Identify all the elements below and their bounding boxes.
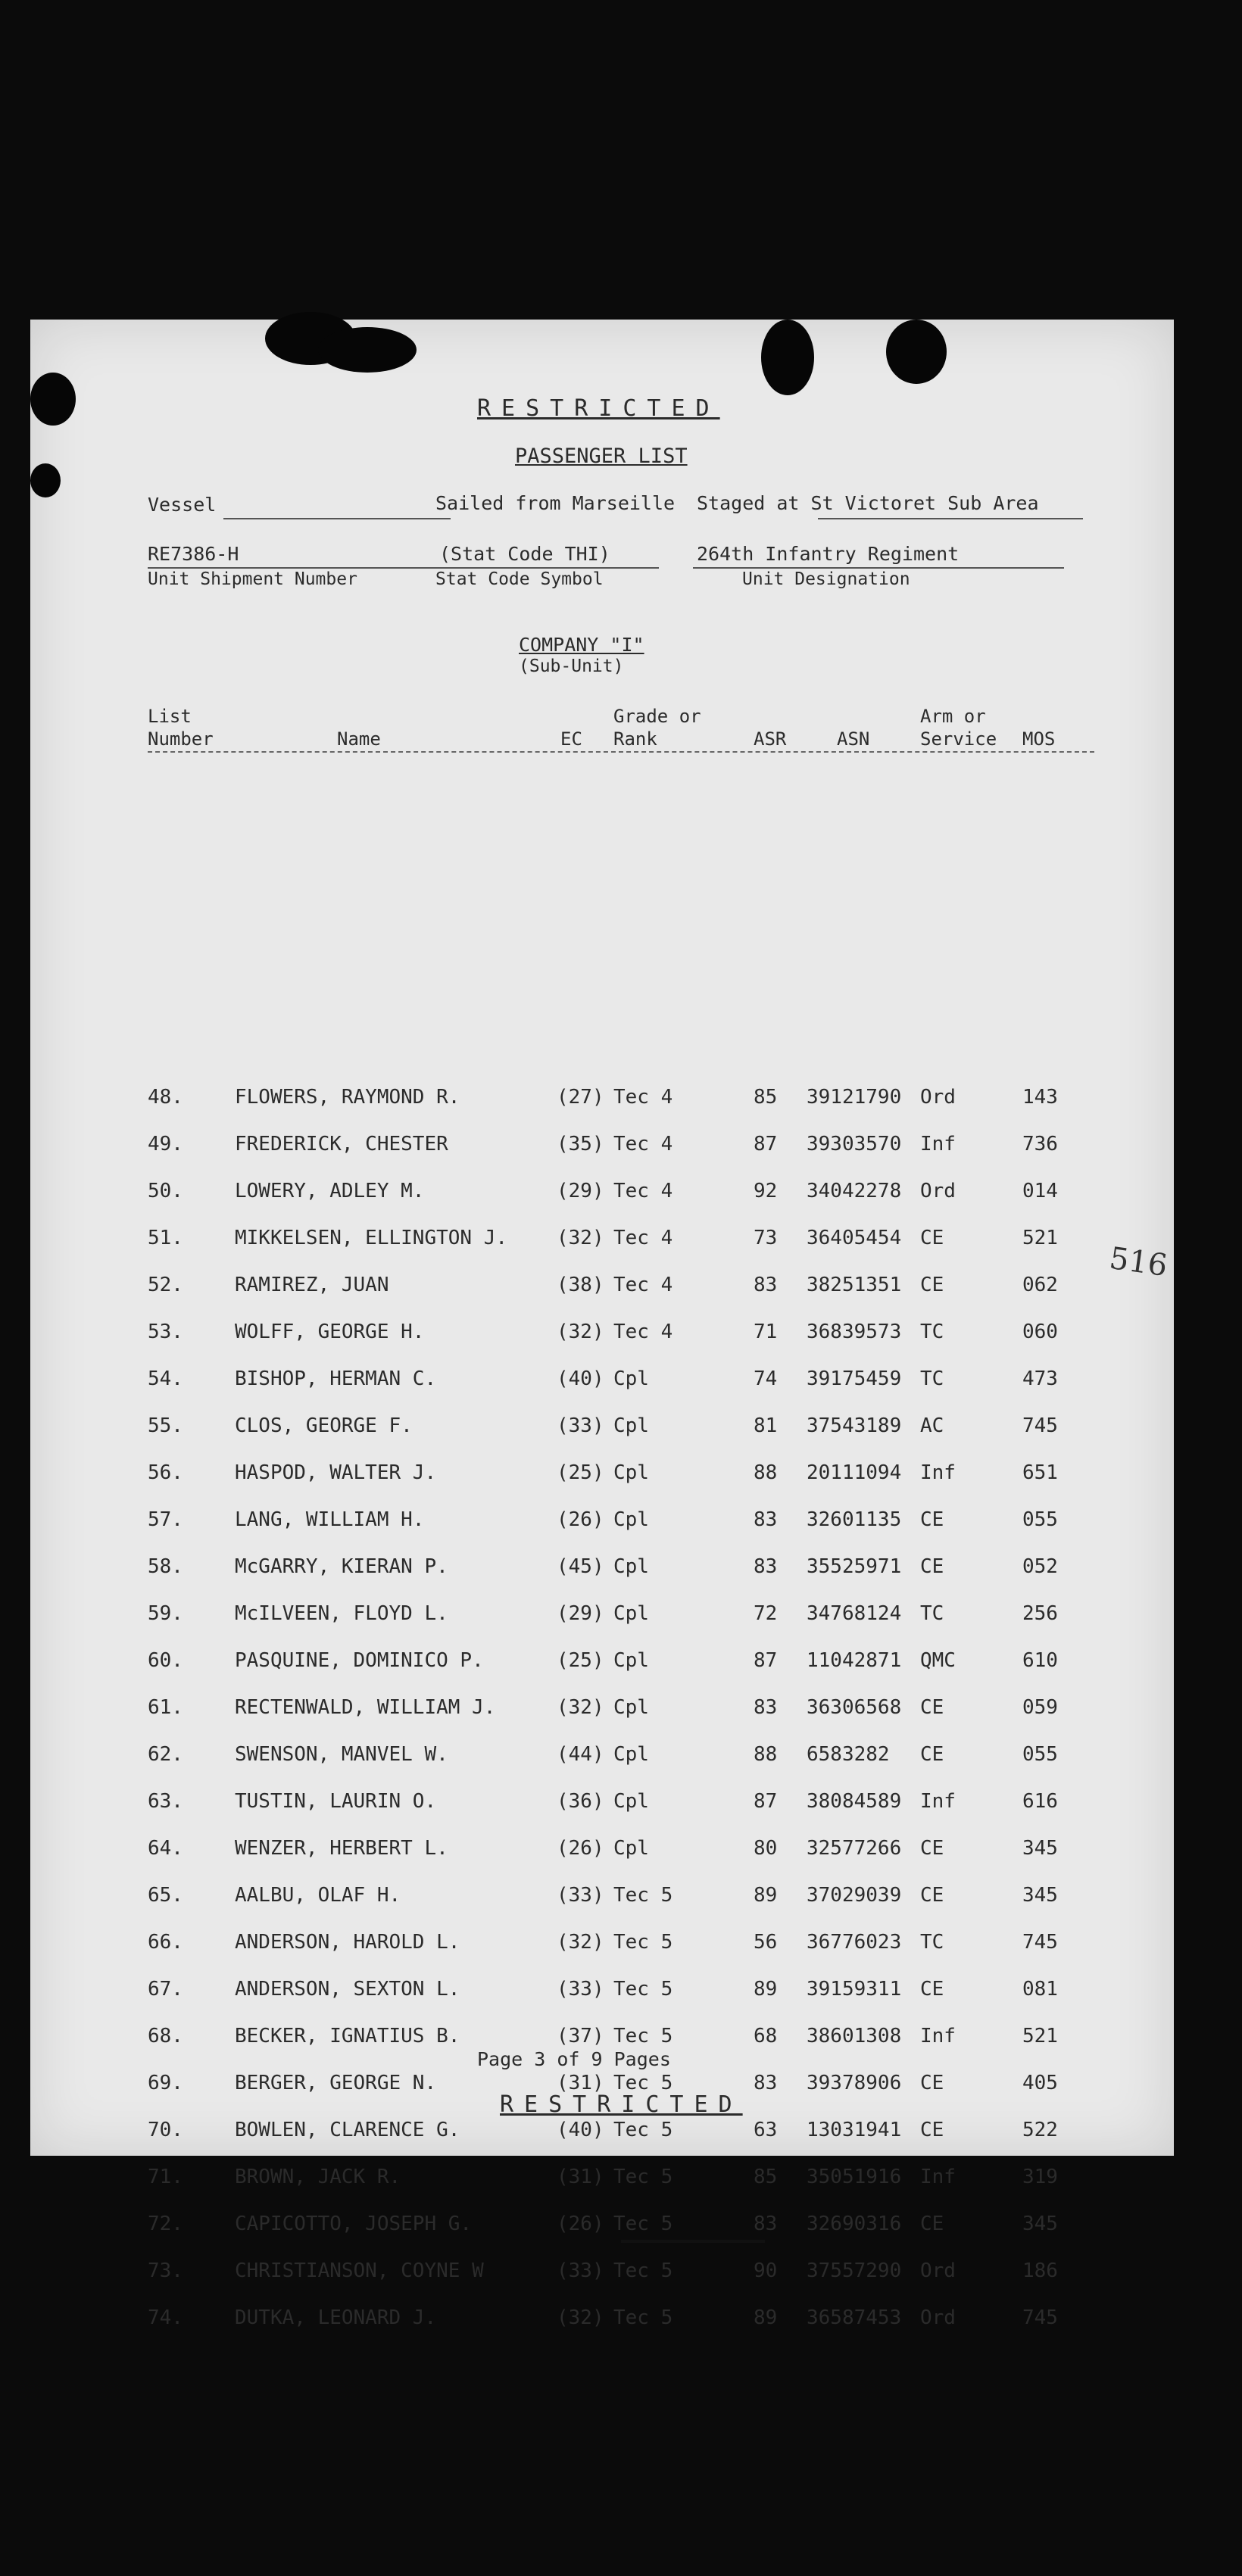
col-name: Name xyxy=(337,728,381,750)
table-row xyxy=(30,1227,1174,1257)
shipment-number: RE7386-H xyxy=(148,543,239,565)
cell-ec: (35) xyxy=(557,1133,604,1155)
table-row xyxy=(30,1133,1174,1163)
cell-asn: 13031941 xyxy=(807,2119,902,2141)
cell-ec: (33) xyxy=(557,2259,604,2282)
cell-asr: 74 xyxy=(754,1368,778,1390)
cell-grade: Tec 5 xyxy=(613,2259,673,2282)
cell-grade: Cpl xyxy=(613,1790,649,1813)
cell-asr: 88 xyxy=(754,1461,778,1484)
cell-num: 49. xyxy=(148,1133,183,1155)
cell-asn: 32690316 xyxy=(807,2213,902,2235)
col-ec: EC xyxy=(560,728,582,750)
cell-num: 71. xyxy=(148,2166,183,2188)
page-stamp-number: 516 xyxy=(1107,1240,1170,1284)
cell-num: 74. xyxy=(148,2306,183,2329)
cell-mos: 081 xyxy=(1022,1978,1058,2001)
cell-num: 53. xyxy=(148,1321,183,1343)
cell-arm: Ord xyxy=(920,1086,956,1109)
staged-text: Staged at St Victoret Sub Area xyxy=(697,492,1039,514)
cell-grade: Tec 5 xyxy=(613,1931,673,1954)
cell-mos: 345 xyxy=(1022,1837,1058,1860)
cell-name: McGARRY, KIERAN P. xyxy=(235,1555,448,1578)
cell-asn: 34768124 xyxy=(807,1602,902,1625)
cell-grade: Cpl xyxy=(613,1743,649,1766)
cell-grade: Cpl xyxy=(613,1414,649,1437)
cell-grade: Cpl xyxy=(613,1649,649,1672)
cell-grade: Tec 4 xyxy=(613,1133,673,1155)
cell-ec: (29) xyxy=(557,1180,604,1202)
cell-ec: (25) xyxy=(557,1649,604,1672)
cell-ec: (33) xyxy=(557,1414,604,1437)
unit-underline xyxy=(693,567,1064,569)
cell-num: 58. xyxy=(148,1555,183,1578)
cell-num: 48. xyxy=(148,1086,183,1109)
cell-asn: 38084589 xyxy=(807,1790,902,1813)
cell-asn: 36306568 xyxy=(807,1696,902,1719)
table-row xyxy=(30,1274,1174,1304)
cell-num: 60. xyxy=(148,1649,183,1672)
stat-code-label: Stat Code Symbol xyxy=(435,569,604,589)
cell-asr: 83 xyxy=(754,1508,778,1531)
cell-asn: 32601135 xyxy=(807,1508,902,1531)
cell-name: WENZER, HERBERT L. xyxy=(235,1837,448,1860)
table-row xyxy=(30,1649,1174,1679)
cell-num: 63. xyxy=(148,1790,183,1813)
cell-grade: Tec 5 xyxy=(613,2306,673,2329)
cell-num: 55. xyxy=(148,1414,183,1437)
cell-asr: 83 xyxy=(754,2213,778,2235)
cell-arm: CE xyxy=(920,1227,944,1249)
cell-asn: 36587453 xyxy=(807,2306,902,2329)
cell-arm: CE xyxy=(920,1743,944,1766)
cell-grade: Cpl xyxy=(613,1837,649,1860)
cell-arm: TC xyxy=(920,1602,944,1625)
cell-asr: 87 xyxy=(754,1790,778,1813)
cell-asn: 39175459 xyxy=(807,1368,902,1390)
cell-name: SWENSON, MANVEL W. xyxy=(235,1743,448,1766)
cell-ec: (31) xyxy=(557,2072,604,2094)
punch-hole xyxy=(761,320,814,395)
col-number: Number xyxy=(148,728,214,750)
cell-ec: (37) xyxy=(557,2025,604,2047)
cell-asn: 35051916 xyxy=(807,2166,902,2188)
cell-asr: 63 xyxy=(754,2119,778,2141)
cell-mos: 060 xyxy=(1022,1321,1058,1343)
cell-name: McILVEEN, FLOYD L. xyxy=(235,1602,448,1625)
cell-asn: 39121790 xyxy=(807,1086,902,1109)
cell-name: BOWLEN, CLARENCE G. xyxy=(235,2119,460,2141)
cell-num: 65. xyxy=(148,1884,183,1907)
torn-edge xyxy=(30,373,76,426)
document-page xyxy=(30,320,1174,2329)
vessel-blank xyxy=(223,518,451,519)
cell-num: 59. xyxy=(148,1602,183,1625)
cell-asr: 83 xyxy=(754,1274,778,1296)
cell-arm: Ord xyxy=(920,1180,956,1202)
col-grade: Grade or xyxy=(613,706,701,727)
table-row xyxy=(30,1414,1174,1445)
cell-mos: 055 xyxy=(1022,1508,1058,1531)
col-list: List xyxy=(148,706,192,727)
cell-asn: 37543189 xyxy=(807,1414,902,1437)
cell-name: PASQUINE, DOMINICO P. xyxy=(235,1649,484,1672)
cell-asr: 87 xyxy=(754,1133,778,1155)
cell-grade: Cpl xyxy=(613,1508,649,1531)
cell-mos: 745 xyxy=(1022,2306,1058,2329)
cell-num: 73. xyxy=(148,2259,183,2282)
cell-num: 66. xyxy=(148,1931,183,1954)
cell-grade: Tec 5 xyxy=(613,2166,673,2188)
sub-unit-label: (Sub-Unit) xyxy=(519,656,624,676)
cell-asr: 73 xyxy=(754,1227,778,1249)
cell-name: LANG, WILLIAM H. xyxy=(235,1508,425,1531)
cell-num: 61. xyxy=(148,1696,183,1719)
cell-asn: 32577266 xyxy=(807,1837,902,1860)
cell-mos: 610 xyxy=(1022,1649,1058,1672)
punch-hole xyxy=(886,320,947,384)
cell-arm: CE xyxy=(920,1884,944,1907)
cell-ec: (32) xyxy=(557,2306,604,2329)
cell-asn: 37029039 xyxy=(807,1884,902,1907)
cell-asr: 81 xyxy=(754,1414,778,1437)
cell-asr: 89 xyxy=(754,1884,778,1907)
cell-name: ANDERSON, HAROLD L. xyxy=(235,1931,460,1954)
cell-ec: (26) xyxy=(557,1837,604,1860)
cell-name: FREDERICK, CHESTER xyxy=(235,1133,448,1155)
cell-arm: CE xyxy=(920,1978,944,2001)
cell-grade: Cpl xyxy=(613,1461,649,1484)
cell-mos: 651 xyxy=(1022,1461,1058,1484)
cell-arm: CE xyxy=(920,1508,944,1531)
cell-name: RAMIREZ, JUAN xyxy=(235,1274,389,1296)
cell-grade: Tec 4 xyxy=(613,1321,673,1343)
col-mos: MOS xyxy=(1022,728,1056,750)
cell-mos: 345 xyxy=(1022,1884,1058,1907)
cell-num: 50. xyxy=(148,1180,183,1202)
cell-name: FLOWERS, RAYMOND R. xyxy=(235,1086,460,1109)
cell-ec: (26) xyxy=(557,1508,604,1531)
col-asr: ASR xyxy=(754,728,787,750)
cell-name: AALBU, OLAF H. xyxy=(235,1884,401,1907)
col-rank: Rank xyxy=(613,728,657,750)
table-row xyxy=(30,1368,1174,1398)
cell-asr: 85 xyxy=(754,1086,778,1109)
header-rule xyxy=(148,751,1094,753)
cell-name: BECKER, IGNATIUS B. xyxy=(235,2025,460,2047)
cell-grade: Tec 5 xyxy=(613,2213,673,2235)
cell-asn: 39159311 xyxy=(807,1978,902,2001)
cell-grade: Tec 5 xyxy=(613,2025,673,2047)
cell-asr: 85 xyxy=(754,2166,778,2188)
cell-ec: (32) xyxy=(557,1696,604,1719)
table-row xyxy=(30,1743,1174,1773)
cell-name: RECTENWALD, WILLIAM J. xyxy=(235,1696,496,1719)
sailed-text: Sailed from Marseille xyxy=(435,492,676,514)
cell-name: ANDERSON, SEXTON L. xyxy=(235,1978,460,2001)
cell-grade: Cpl xyxy=(613,1696,649,1719)
cell-name: BISHOP, HERMAN C. xyxy=(235,1368,437,1390)
cell-mos: 473 xyxy=(1022,1368,1058,1390)
cell-num: 69. xyxy=(148,2072,183,2094)
cell-grade: Tec 4 xyxy=(613,1274,673,1296)
cell-ec: (31) xyxy=(557,2166,604,2188)
cell-grade: Cpl xyxy=(613,1602,649,1625)
cell-arm: CE xyxy=(920,1555,944,1578)
cell-mos: 052 xyxy=(1022,1555,1058,1578)
cell-name: HASPOD, WALTER J. xyxy=(235,1461,437,1484)
cell-num: 57. xyxy=(148,1508,183,1531)
col-asn: ASN xyxy=(837,728,870,750)
cell-grade: Tec 5 xyxy=(613,1884,673,1907)
cell-asn: 38251351 xyxy=(807,1274,902,1296)
cell-grade: Cpl xyxy=(613,1368,649,1390)
title-restricted: RESTRICTED xyxy=(477,395,720,422)
cell-mos: 014 xyxy=(1022,1180,1058,1202)
cell-ec: (32) xyxy=(557,1321,604,1343)
table-row xyxy=(30,2259,1174,2290)
table-row xyxy=(30,2119,1174,2149)
cell-num: 68. xyxy=(148,2025,183,2047)
cell-asr: 89 xyxy=(754,2306,778,2329)
cell-asn: 36405454 xyxy=(807,1227,902,1249)
cell-ec: (27) xyxy=(557,1086,604,1109)
cell-arm: Ord xyxy=(920,2306,956,2329)
cell-mos: 256 xyxy=(1022,1602,1058,1625)
cell-asr: 83 xyxy=(754,1555,778,1578)
cell-ec: (40) xyxy=(557,2119,604,2141)
cell-asn: 34042278 xyxy=(807,1180,902,1202)
page-footer: Page 3 of 9 Pages xyxy=(477,2048,671,2070)
cell-name: MIKKELSEN, ELLINGTON J. xyxy=(235,1227,508,1249)
cell-asr: 68 xyxy=(754,2025,778,2047)
cell-asr: 83 xyxy=(754,1696,778,1719)
cell-arm: CE xyxy=(920,2213,944,2235)
cell-asr: 83 xyxy=(754,2072,778,2094)
cell-mos: 319 xyxy=(1022,2166,1058,2188)
cell-asn: 6583282 xyxy=(807,1743,890,1766)
cell-num: 52. xyxy=(148,1274,183,1296)
cell-arm: CE xyxy=(920,2072,944,2094)
shipment-underline xyxy=(148,567,451,569)
unit-designation: 264th Infantry Regiment xyxy=(697,543,960,565)
cell-asr: 88 xyxy=(754,1743,778,1766)
cell-name: DUTKA, LEONARD J. xyxy=(235,2306,437,2329)
cell-arm: CE xyxy=(920,1274,944,1296)
staged-underline xyxy=(818,518,1083,519)
cell-name: LOWERY, ADLEY M. xyxy=(235,1180,425,1202)
cell-ec: (26) xyxy=(557,2213,604,2235)
cell-arm: CE xyxy=(920,2119,944,2141)
cell-asn: 11042871 xyxy=(807,1649,902,1672)
cell-mos: 522 xyxy=(1022,2119,1058,2141)
table-row xyxy=(30,2306,1174,2337)
cell-asn: 38601308 xyxy=(807,2025,902,2047)
cell-arm: QMC xyxy=(920,1649,956,1672)
cell-name: BROWN, JACK R. xyxy=(235,2166,401,2188)
table-row xyxy=(30,1086,1174,1116)
subtitle: PASSENGER LIST xyxy=(515,444,688,468)
torn-edge xyxy=(30,463,61,497)
cell-name: CHRISTIANSON, COYNE W xyxy=(235,2259,484,2282)
cell-mos: 521 xyxy=(1022,2025,1058,2047)
cell-asn: 36776023 xyxy=(807,1931,902,1954)
cell-grade: Tec 5 xyxy=(613,1978,673,2001)
cell-arm: Inf xyxy=(920,1133,956,1155)
cell-mos: 059 xyxy=(1022,1696,1058,1719)
unit-designation-label: Unit Designation xyxy=(742,569,910,589)
table-row xyxy=(30,1180,1174,1210)
table-row xyxy=(30,1884,1174,1914)
cell-arm: CE xyxy=(920,1837,944,1860)
cell-name: CLOS, GEORGE F. xyxy=(235,1414,413,1437)
cell-ec: (36) xyxy=(557,1790,604,1813)
cell-asr: 56 xyxy=(754,1931,778,1954)
cell-ec: (38) xyxy=(557,1274,604,1296)
table-row xyxy=(30,1790,1174,1820)
cell-grade: Tec 5 xyxy=(613,2119,673,2141)
stat-code: (Stat Code THI) xyxy=(439,543,610,565)
cell-grade: Tec 4 xyxy=(613,1227,673,1249)
cell-name: CAPICOTTO, JOSEPH G. xyxy=(235,2213,473,2235)
cell-asr: 80 xyxy=(754,1837,778,1860)
vessel-label: Vessel xyxy=(148,494,217,516)
cell-num: 70. xyxy=(148,2119,183,2141)
col-service: Service xyxy=(920,728,997,750)
table-row xyxy=(30,1461,1174,1492)
cell-name: WOLFF, GEORGE H. xyxy=(235,1321,425,1343)
cell-num: 62. xyxy=(148,1743,183,1766)
cell-mos: 736 xyxy=(1022,1133,1058,1155)
cell-mos: 055 xyxy=(1022,1743,1058,1766)
cell-arm: CE xyxy=(920,1696,944,1719)
cell-arm: TC xyxy=(920,1321,944,1343)
table-row xyxy=(30,1321,1174,1351)
cell-name: BERGER, GEORGE N. xyxy=(235,2072,437,2094)
cell-mos: 745 xyxy=(1022,1414,1058,1437)
cell-asn: 20111094 xyxy=(807,1461,902,1484)
cell-num: 51. xyxy=(148,1227,183,1249)
cell-ec: (25) xyxy=(557,1461,604,1484)
cell-asr: 87 xyxy=(754,1649,778,1672)
cell-arm: Inf xyxy=(920,2025,956,2047)
sub-unit: COMPANY "I" xyxy=(519,634,644,656)
table-row xyxy=(30,1602,1174,1633)
table-row xyxy=(30,1837,1174,1867)
cell-asr: 92 xyxy=(754,1180,778,1202)
cell-arm: Inf xyxy=(920,1790,956,1813)
table-row xyxy=(30,2166,1174,2196)
cell-arm: Inf xyxy=(920,1461,956,1484)
shipment-number-label: Unit Shipment Number xyxy=(148,569,357,589)
cell-arm: Ord xyxy=(920,2259,956,2282)
cell-asr: 90 xyxy=(754,2259,778,2282)
cell-arm: Inf xyxy=(920,2166,956,2188)
table-row xyxy=(30,1555,1174,1586)
cell-asn: 37557290 xyxy=(807,2259,902,2282)
cell-ec: (32) xyxy=(557,1227,604,1249)
cell-mos: 345 xyxy=(1022,2213,1058,2235)
cell-ec: (45) xyxy=(557,1555,604,1578)
stat-code-underline xyxy=(435,567,659,569)
cell-name: TUSTIN, LAURIN O. xyxy=(235,1790,437,1813)
cell-num: 56. xyxy=(148,1461,183,1484)
cell-num: 64. xyxy=(148,1837,183,1860)
cell-grade: Cpl xyxy=(613,1555,649,1578)
cell-asr: 72 xyxy=(754,1602,778,1625)
footer-restricted: RESTRICTED xyxy=(500,2091,743,2118)
cell-asn: 36839573 xyxy=(807,1321,902,1343)
cell-num: 54. xyxy=(148,1368,183,1390)
col-arm: Arm or xyxy=(920,706,986,727)
table-row xyxy=(30,1931,1174,1961)
cell-asn: 35525971 xyxy=(807,1555,902,1578)
cell-asn: 39378906 xyxy=(807,2072,902,2094)
cell-ec: (32) xyxy=(557,1931,604,1954)
cell-ec: (40) xyxy=(557,1368,604,1390)
table-row xyxy=(30,1508,1174,1539)
cell-ec: (33) xyxy=(557,1978,604,2001)
cell-asr: 71 xyxy=(754,1321,778,1343)
cell-mos: 062 xyxy=(1022,1274,1058,1296)
cell-mos: 616 xyxy=(1022,1790,1058,1813)
cell-ec: (44) xyxy=(557,1743,604,1766)
cell-grade: Tec 4 xyxy=(613,1180,673,1202)
table-row xyxy=(30,1696,1174,1726)
cell-mos: 745 xyxy=(1022,1931,1058,1954)
cell-ec: (29) xyxy=(557,1602,604,1625)
cell-grade: Tec 4 xyxy=(613,1086,673,1109)
cell-num: 67. xyxy=(148,1978,183,2001)
cell-asr: 89 xyxy=(754,1978,778,2001)
cell-ec: (33) xyxy=(557,1884,604,1907)
cell-mos: 143 xyxy=(1022,1086,1058,1109)
cell-mos: 405 xyxy=(1022,2072,1058,2094)
scrap-mark xyxy=(621,2240,765,2243)
cell-asn: 39303570 xyxy=(807,1133,902,1155)
cell-mos: 521 xyxy=(1022,1227,1058,1249)
punch-hole xyxy=(318,327,417,373)
cell-arm: AC xyxy=(920,1414,944,1437)
cell-arm: TC xyxy=(920,1368,944,1390)
table-row xyxy=(30,1978,1174,2008)
cell-arm: TC xyxy=(920,1931,944,1954)
table-row xyxy=(30,2213,1174,2243)
cell-grade: Tec 5 xyxy=(613,2072,673,2094)
cell-num: 72. xyxy=(148,2213,183,2235)
cell-mos: 186 xyxy=(1022,2259,1058,2282)
